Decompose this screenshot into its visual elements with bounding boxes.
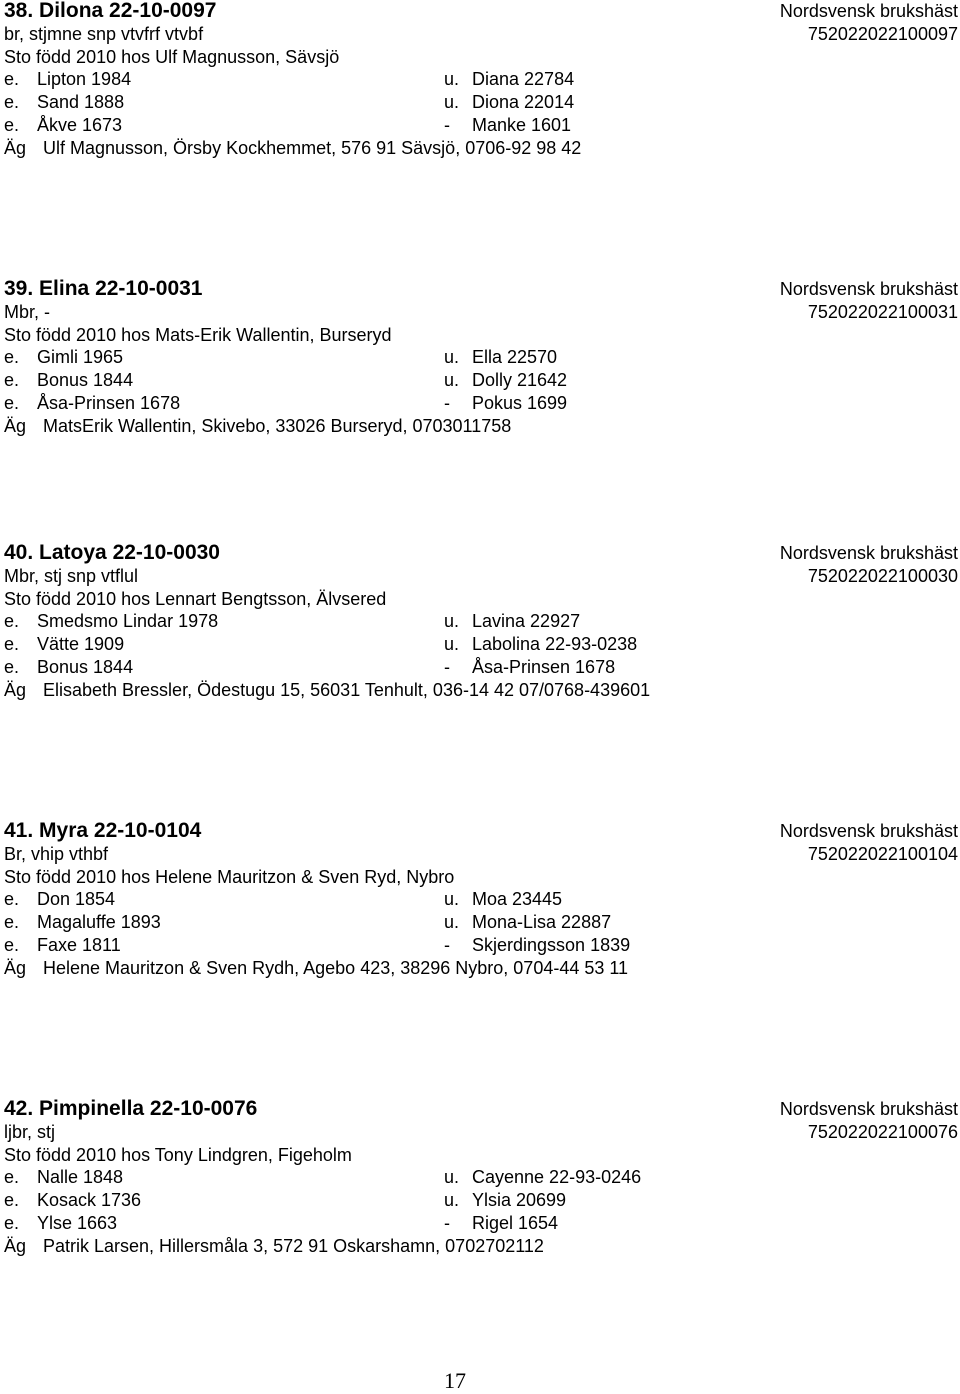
entry-owner-row — [4, 1235, 958, 1258]
pedigree-sire — [4, 633, 124, 656]
sire-name: Vätte 1909 — [37, 634, 125, 655]
pedigree-row — [4, 656, 958, 679]
dam-name: Moa 23445 — [472, 889, 563, 910]
entry-number: 42. — [4, 1097, 34, 1120]
pedigree-sire — [4, 346, 123, 369]
dam-name: Dolly 21642 — [472, 370, 568, 391]
sire-prefix: e. — [4, 92, 20, 113]
entry-number: 38. — [4, 0, 34, 22]
pedigree-row — [4, 1166, 958, 1189]
entry-owner-row — [4, 137, 958, 160]
horse-entry — [4, 820, 958, 980]
pedigree-row — [4, 91, 958, 114]
pedigree-row — [4, 369, 958, 392]
owner-prefix: Äg — [4, 957, 27, 978]
entry-header — [4, 278, 958, 301]
owner-prefix: Äg — [4, 1235, 27, 1256]
dam-name: Ella 22570 — [472, 347, 558, 368]
entry-owner: Ulf Magnusson, Örsby Kockhemmet, 576 91 Sävsjö, 0706-92 98 42 — [43, 137, 582, 158]
entry-title — [4, 820, 201, 843]
dam-prefix: u. — [444, 347, 460, 368]
dam-name: Cayenne 22-93-0246 — [472, 1167, 642, 1188]
entry-id-code: 752022022100076 — [807, 1121, 958, 1142]
pedigree-dam — [444, 633, 637, 656]
pedigree-dam — [444, 1166, 641, 1189]
pedigree-dam — [444, 68, 574, 91]
horse-entry — [4, 1098, 958, 1258]
sire-name: Smedsmo Lindar 1978 — [37, 611, 219, 632]
sire-name: Magaluffe 1893 — [37, 912, 161, 933]
sire-prefix: e. — [4, 912, 20, 933]
pedigree-sire — [4, 911, 161, 934]
entry-title — [4, 1098, 257, 1121]
entry-name-reg: Dilona 22-10-0097 — [39, 0, 217, 22]
dam-prefix: u. — [444, 1167, 460, 1188]
sire-name: Bonus 1844 — [37, 656, 134, 677]
entry-birth: Sto född 2010 hos Mats-Erik Wallentin, Burseryd — [4, 324, 392, 345]
dam-prefix: - — [444, 114, 450, 135]
entry-breed: Nordsvensk brukshäst — [779, 1, 958, 21]
entry-owner: MatsErik Wallentin, Skivebo, 33026 Burseryd, 0703011758 — [43, 415, 512, 436]
pedigree-row — [4, 114, 958, 137]
entry-color-row — [4, 23, 958, 46]
pedigree-dam — [444, 656, 615, 679]
pedigree-sire — [4, 1189, 141, 1212]
sire-name: Faxe 1811 — [37, 934, 121, 955]
entry-owner: Helene Mauritzon & Sven Rydh, Agebo 423, 38296 Nybro, 0704-44 53 11 — [43, 957, 629, 978]
pedigree-sire — [4, 656, 133, 679]
entry-title — [4, 0, 216, 23]
entry-owner: Elisabeth Bressler, Ödestugu 15, 56031 Tenhult, 036-14 42 07/0768-439601 — [43, 679, 651, 700]
sire-name: Lipton 1984 — [37, 69, 132, 90]
entry-name-reg: Myra 22-10-0104 — [39, 819, 202, 842]
pedigree-row — [4, 934, 958, 957]
sire-name: Gimli 1965 — [37, 347, 124, 368]
pedigree-row — [4, 1212, 958, 1235]
dam-prefix: u. — [444, 912, 460, 933]
pedigree-dam — [444, 392, 567, 415]
pedigree-sire — [4, 392, 180, 415]
dam-prefix: u. — [444, 889, 460, 910]
entry-header — [4, 1098, 958, 1121]
pedigree-row — [4, 68, 958, 91]
horse-entry — [4, 0, 958, 160]
entry-header — [4, 820, 958, 843]
entry-title — [4, 542, 220, 565]
dam-name: Diana 22784 — [472, 69, 575, 90]
entry-color-row — [4, 843, 958, 866]
dam-prefix: u. — [444, 611, 460, 632]
entry-id-code: 752022022100097 — [807, 23, 958, 44]
sire-prefix: e. — [4, 656, 20, 677]
dam-name: Labolina 22-93-0238 — [472, 634, 638, 655]
sire-name: Åsa-Prinsen 1678 — [37, 392, 181, 413]
pedigree-sire — [4, 68, 131, 91]
entry-number: 40. — [4, 541, 34, 564]
entry-header — [4, 542, 958, 565]
entry-birth-row — [4, 324, 958, 347]
sire-prefix: e. — [4, 634, 20, 655]
pedigree-row — [4, 888, 958, 911]
sire-name: Don 1854 — [37, 889, 116, 910]
entry-color: Br, vhip vthbf — [4, 843, 109, 864]
pedigree-dam — [444, 346, 557, 369]
entry-birth-row — [4, 1144, 958, 1167]
entry-header — [4, 0, 958, 23]
dam-prefix: u. — [444, 370, 460, 391]
page-number: 17 — [444, 1368, 466, 1393]
dam-name: Lavina 22927 — [472, 611, 581, 632]
pedigree-row — [4, 346, 958, 369]
entry-id-code: 752022022100104 — [807, 843, 958, 864]
entry-breed: Nordsvensk brukshäst — [779, 1099, 958, 1119]
sire-name: Bonus 1844 — [37, 370, 134, 391]
pedigree-sire — [4, 610, 218, 633]
dam-name: Rigel 1654 — [472, 1212, 559, 1233]
horse-entry — [4, 278, 958, 438]
entry-name-reg: Latoya 22-10-0030 — [39, 541, 220, 564]
sire-prefix: e. — [4, 392, 20, 413]
entry-color-row — [4, 301, 958, 324]
owner-prefix: Äg — [4, 415, 27, 436]
entry-birth: Sto född 2010 hos Lennart Bengtsson, Älvsered — [4, 588, 387, 609]
dam-name: Skjerdingsson 1839 — [472, 934, 631, 955]
owner-prefix: Äg — [4, 137, 27, 158]
entry-color: Mbr, stj snp vtflul — [4, 565, 139, 586]
pedigree-dam — [444, 911, 611, 934]
pedigree-sire — [4, 1212, 117, 1235]
pedigree-sire — [4, 114, 122, 137]
entry-name-reg: Elina 22-10-0031 — [39, 277, 203, 300]
sire-prefix: e. — [4, 1212, 20, 1233]
entry-birth: Sto född 2010 hos Ulf Magnusson, Sävsjö — [4, 46, 340, 67]
pedigree-sire — [4, 91, 124, 114]
entry-owner-row — [4, 957, 958, 980]
entry-breed: Nordsvensk brukshäst — [779, 543, 958, 563]
pedigree-dam — [444, 610, 580, 633]
pedigree-dam — [444, 1189, 566, 1212]
dam-name: Åsa-Prinsen 1678 — [472, 656, 616, 677]
sire-name: Sand 1888 — [37, 92, 125, 113]
dam-name: Ylsia 20699 — [472, 1190, 567, 1211]
sire-prefix: e. — [4, 370, 20, 391]
dam-prefix: - — [444, 1212, 450, 1233]
pedigree-dam — [444, 888, 562, 911]
sire-prefix: e. — [4, 934, 20, 955]
dam-prefix: - — [444, 392, 450, 413]
entry-birth: Sto född 2010 hos Helene Mauritzon & Sven Ryd, Nybro — [4, 866, 455, 887]
pedigree-sire — [4, 369, 133, 392]
pedigree-sire — [4, 934, 121, 957]
entry-color-row — [4, 1121, 958, 1144]
sire-prefix: e. — [4, 889, 20, 910]
pedigree-row — [4, 1189, 958, 1212]
dam-prefix: u. — [444, 1190, 460, 1211]
entry-color: br, stjmne snp vtvfrf vtvbf — [4, 23, 204, 44]
owner-prefix: Äg — [4, 679, 27, 700]
entry-id-code: 752022022100031 — [807, 301, 958, 322]
dam-name: Manke 1601 — [472, 114, 572, 135]
pedigree-dam — [444, 91, 574, 114]
dam-name: Pokus 1699 — [472, 392, 568, 413]
dam-prefix: u. — [444, 69, 460, 90]
sire-prefix: e. — [4, 347, 20, 368]
entry-id-code: 752022022100030 — [807, 565, 958, 586]
pedigree-sire — [4, 888, 115, 911]
pedigree-row — [4, 610, 958, 633]
entry-color: Mbr, - — [4, 301, 51, 322]
entry-owner-row — [4, 415, 958, 438]
pedigree-dam — [444, 1212, 558, 1235]
sire-prefix: e. — [4, 1167, 20, 1188]
entry-breed: Nordsvensk brukshäst — [779, 821, 958, 841]
entry-color: ljbr, stj — [4, 1121, 56, 1142]
pedigree-dam — [444, 934, 630, 957]
sire-prefix: e. — [4, 611, 20, 632]
sire-name: Nalle 1848 — [37, 1167, 124, 1188]
dam-prefix: - — [444, 934, 450, 955]
sire-name: Ylse 1663 — [37, 1212, 118, 1233]
entry-owner: Patrik Larsen, Hillersmåla 3, 572 91 Oskarshamn, 0702702112 — [43, 1235, 544, 1256]
pedigree-row — [4, 633, 958, 656]
dam-prefix: u. — [444, 634, 460, 655]
sire-prefix: e. — [4, 69, 20, 90]
horse-entry — [4, 542, 958, 702]
entry-birth-row — [4, 588, 958, 611]
entry-birth-row — [4, 46, 958, 69]
sire-name: Åkve 1673 — [37, 114, 123, 135]
sire-name: Kosack 1736 — [37, 1190, 142, 1211]
pedigree-dam — [444, 114, 571, 137]
pedigree-sire — [4, 1166, 123, 1189]
pedigree-dam — [444, 369, 567, 392]
entry-owner-row — [4, 679, 958, 702]
entry-birth: Sto född 2010 hos Tony Lindgren, Figeholm — [4, 1144, 352, 1165]
entry-color-row — [4, 565, 958, 588]
entry-number: 41. — [4, 819, 34, 842]
pedigree-row — [4, 392, 958, 415]
entry-name-reg: Pimpinella 22-10-0076 — [39, 1097, 258, 1120]
dam-prefix: - — [444, 656, 450, 677]
entry-breed: Nordsvensk brukshäst — [779, 279, 958, 299]
entry-birth-row — [4, 866, 958, 889]
dam-name: Diona 22014 — [472, 92, 575, 113]
dam-name: Mona-Lisa 22887 — [472, 912, 612, 933]
sire-prefix: e. — [4, 1190, 20, 1211]
entry-number: 39. — [4, 277, 34, 300]
entry-title — [4, 278, 202, 301]
dam-prefix: u. — [444, 92, 460, 113]
pedigree-row — [4, 911, 958, 934]
sire-prefix: e. — [4, 114, 20, 135]
